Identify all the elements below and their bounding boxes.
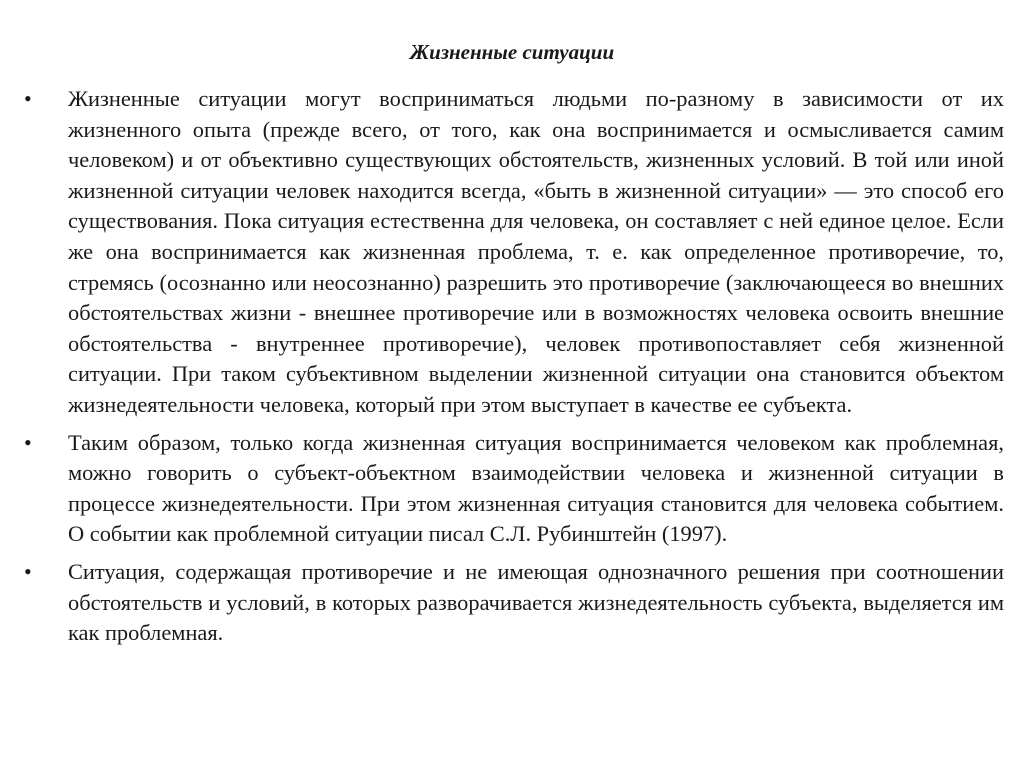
- bullet-item: [0, 557, 1024, 649]
- bullet-marker-icon: •: [24, 86, 32, 111]
- bullet-list: [0, 84, 1024, 656]
- bullet-marker-icon: •: [24, 558, 32, 584]
- bullet-text: Таким образом, только когда жизненная ситуация воспринимается человеком как проблемная, можно говорить о субъект-объектном взаимодействии человека и жизненной ситуации в процессе жизнедеятельности. При этом жизненная ситуация становится для человека событием. О событии как проблемной ситуации писал С.Л. Рубинштейн (1997).: [68, 429, 1004, 547]
- slide-title: Жизненные ситуации: [409, 40, 615, 64]
- bullet-text: Жизненные ситуации могут восприниматься людьми по-разному в зависимости от их жизненного опыта (прежде всего, от того, как она воспринимается и осмысливается самим человеком) и от объективно существующих обстоятельств, жизненных условий. В той или иной жизненной ситуации человек находится всегда, «быть в жизненной ситуации» — это способ его существования. Пока ситуация естественна для человека, он составляет с ней единое целое. Если же она воспринимается как жизненная проблема, т. е. как определенное противоречие, то, стремясь (осознанно или неосознанно) разрешить это противоречие (заключающееся во внешних обстоятельствах жизни - внешнее противоречие или в возможностях человека освоить внешние обстоятельства - внутреннее противоречие), человек противопоставляет себя жизненной ситуации. При таком субъективном выделении жизненной ситуации она становится объектом жизнедеятельности человека, который при этом выступает в качестве ее субъекта.: [68, 86, 1004, 417]
- bullet-marker-icon: •: [24, 429, 32, 455]
- bullet-item: [0, 84, 1024, 421]
- bullet-text: Ситуация, содержащая противоречие и не имеющая однозначного решения при соотношении обстоятельств и условий, в которых разворачивается жизнедеятельность субъекта, выделяется им как проблемная.: [68, 558, 1004, 646]
- bullet-item: [0, 428, 1024, 550]
